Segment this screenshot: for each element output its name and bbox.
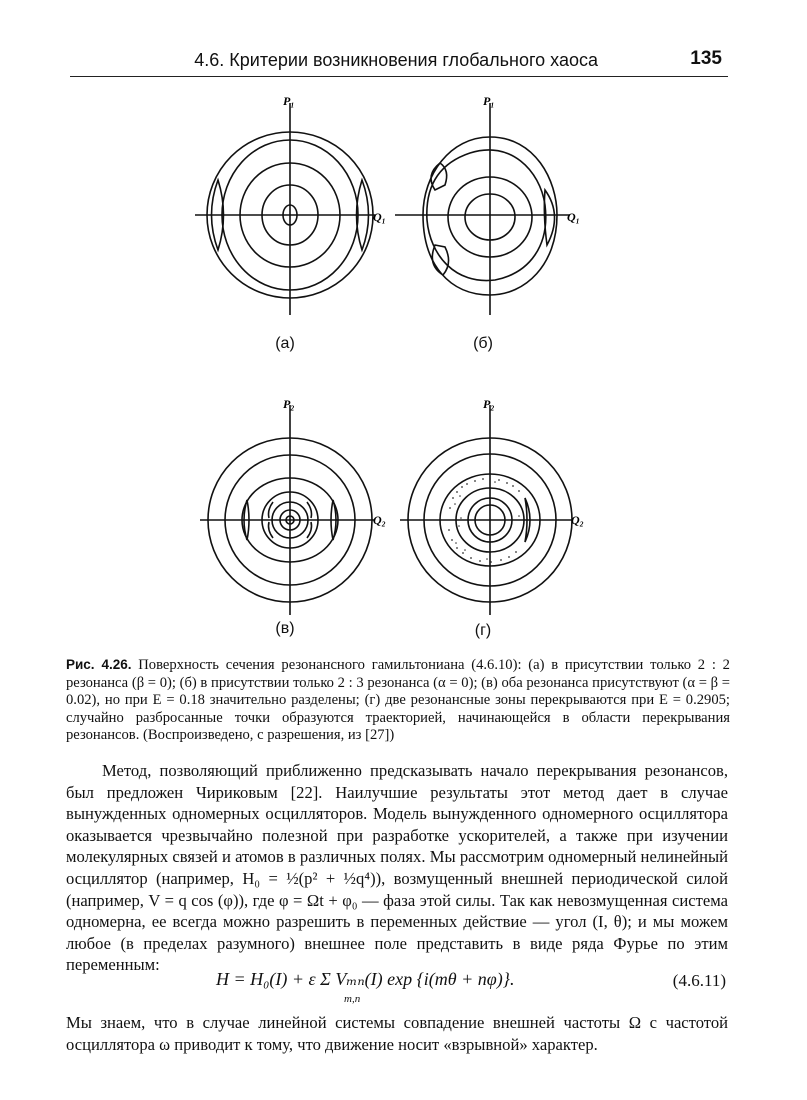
caption-label: Рис. 4.26. (66, 657, 132, 672)
figure-panel-b (395, 95, 595, 352)
y-axis-label: P₁ (483, 95, 495, 108)
equation: H = H₀(I) + ε Σ Vₘₙ(I) exp {i(mθ + nφ)}. (216, 969, 515, 989)
equation-block (66, 965, 728, 1005)
island-1 (431, 163, 447, 190)
panel-label: (в) (275, 620, 295, 637)
panel-label: (б) (473, 335, 493, 352)
main-text-continued (66, 1012, 728, 1055)
paragraph: Мы знаем, что в случае линейной системы совпадение внешней частоты Ω с частотой осциллятора ω приводит к тому, что движение носит «взрывной» характер. (66, 1013, 728, 1054)
figure-caption (66, 656, 730, 745)
y-axis-label: P₂ (483, 400, 495, 411)
phase-portrait-d (395, 400, 595, 625)
figure-panel-c (195, 400, 395, 637)
figure-panel-a (195, 95, 395, 352)
caption-text: Поверхность сечения резонансного гамильтониана (4.6.10): (а) в присутствии только 2 : 2 резонанса (β = 0); (б) в присутствии только 2 : 3 резонанса (α = 0); (в) оба резонанса присутствуют (α = β = 0.02), но при E = 0.18 значительно разделены; (г) две резонансные зоны перекрываются при E = 0.2905; случайно разбросанные точки образуются траекторией, начинающейся в области перекрывания резонансов. (Воспроизведено, с разрешения, из [27]) (66, 657, 730, 744)
page-number: 135 (690, 48, 722, 69)
phase-portrait-a (195, 95, 395, 320)
x-axis-label: Q₁ (567, 210, 580, 224)
equation-number: (4.6.11) (672, 971, 726, 990)
figure-panel-d (395, 400, 595, 639)
page-header (70, 48, 728, 77)
running-title: 4.6. Критерии возникновения глобального хаоса (194, 50, 598, 70)
phase-portrait-b (395, 95, 595, 320)
paragraph: Метод, позволяющий приближенно предсказывать начало перекрывания резонансов, был предложен Чириковым [22]. Наилучшие результаты этот метод дает в случае вынужденных одномерных осцилляторов. Модель вынужденного одномерного осциллятора оказывается чрезвычайно полезной при разработке ускорителей, а также при изучении молекулярных связей и атомов в различных полях. Мы рассмотрим одномерный нелинейный осциллятор (например, H₀ = ½(p² + ½q⁴)), возмущенный внешней периодической силой (например, V = q cos (φ)), где φ = Ωt + φ₀ — фаза этой силы. Так как невозмущенная система одномерна, ее всегда можно разрешить в переменных действие — угол (I, θ); и мы можем любое (в пределах разумного) внешнее поле представить в виде ряда Фурье по этим переменным: (66, 761, 728, 975)
panel-label: (г) (474, 622, 492, 639)
y-axis-label: P₂ (283, 400, 295, 411)
x-axis-label: Q₂ (373, 513, 386, 527)
sum-index: m,n (344, 993, 361, 1005)
panel-label: (а) (275, 335, 295, 352)
x-axis-label: Q₁ (373, 210, 386, 224)
main-text (66, 760, 728, 976)
x-axis-label: Q₂ (571, 513, 584, 527)
phase-portrait-c (195, 400, 395, 625)
y-axis-label: P₁ (283, 95, 295, 108)
